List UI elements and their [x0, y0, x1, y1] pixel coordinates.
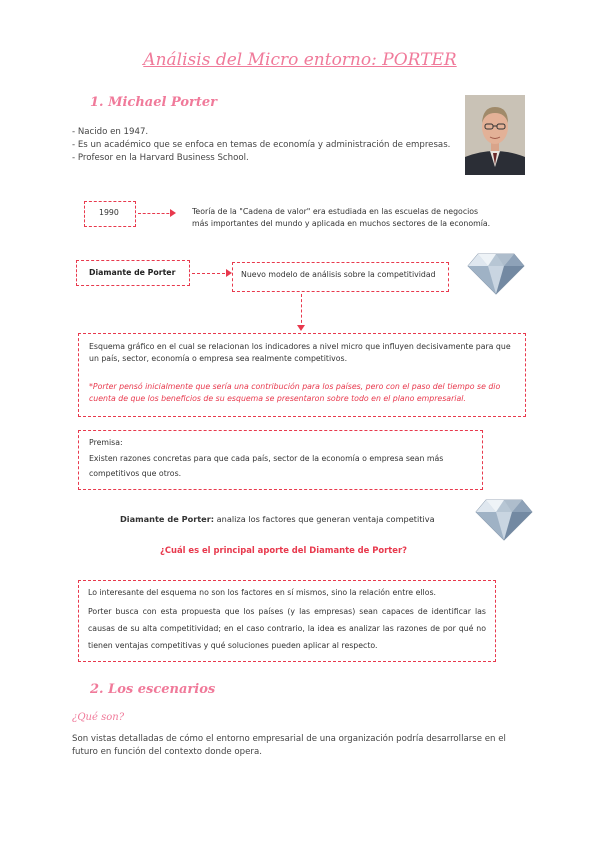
- analysis-line: [120, 513, 435, 525]
- arrow-right: [138, 213, 174, 214]
- new-model-text: Nuevo modelo de análisis sobre la competitividad: [241, 270, 436, 279]
- scheme-text: Esquema gráfico en el cual se relacionan los indicadores a nivel micro que influyen decisivamente para que un país, sector, economía o empresa sea realmente competitivos.: [89, 342, 511, 363]
- diamond-label: Diamante de Porter: [89, 268, 176, 277]
- answer-box: [78, 580, 496, 662]
- question-heading: ¿Cuál es el principal aporte del Diamante de Porter?: [160, 545, 407, 555]
- page-title: Análisis del Micro entorno: PORTER: [143, 50, 457, 70]
- diamond-icon: [466, 250, 526, 300]
- section-heading-escenarios: 2. Los escenarios: [90, 682, 216, 697]
- bio-list: [72, 126, 457, 165]
- premise-text: Existen razones concretas para que cada país, sector de la economía o empresa sean más competitivos que otros.: [89, 454, 444, 478]
- answer-line-2: Porter busca con esta propuesta que los países (y las empresas) sean capaces de identificar las causas de su alta competitividad; en el caso contrario, la idea es analizar las razones de por qué no tienen ventajas competitivas y qué soluciones pueden aplicar al respecto.: [88, 607, 486, 650]
- scheme-note: *Porter pensó inicialmente que sería una contribución para los países, pero con el paso del tiempo se dio cuenta de que los beneficios de su esquema se presentaron sobre todo en el plano empresarial.: [89, 382, 501, 403]
- answer-line-1: Lo interesante del esquema no son los factores en sí mismos, sino la relación entre ellos.: [88, 588, 437, 597]
- escenarios-text: Son vistas detalladas de cómo el entorno empresarial de una organización podría desarrollarse en el futuro en función del contexto donde opera.: [72, 734, 506, 757]
- year-box: [84, 201, 136, 227]
- premise-label: Premisa:: [89, 438, 123, 447]
- bio-item: - Profesor en la Harvard Business School.: [72, 153, 249, 163]
- scheme-box: [78, 333, 526, 417]
- diamond-icon: [474, 496, 534, 546]
- arrow-right: [192, 273, 230, 274]
- analysis-text: analiza los factores que generan ventaja competitiva: [214, 514, 435, 524]
- arrow-down: [301, 294, 302, 328]
- year-label: 1990: [99, 208, 119, 217]
- premise-box: [78, 430, 483, 490]
- new-model-box: [232, 262, 449, 292]
- diamond-label-box: [76, 260, 190, 286]
- portrait-photo: [465, 95, 525, 175]
- value-chain-text: Teoría de la "Cadena de valor" era estudiada en las escuelas de negocios más importantes del mundo y aplicada en muchos sectores de la economía.: [192, 207, 491, 228]
- bio-item: - Nacido en 1947.: [72, 127, 149, 137]
- bio-item: - Es un académico que se enfoca en temas de economía y administración de empresas.: [72, 140, 451, 150]
- subheading-que-son: ¿Qué son?: [72, 712, 125, 723]
- analysis-bold: Diamante de Porter:: [120, 514, 215, 524]
- section-heading-michael-porter: 1. Michael Porter: [90, 95, 218, 110]
